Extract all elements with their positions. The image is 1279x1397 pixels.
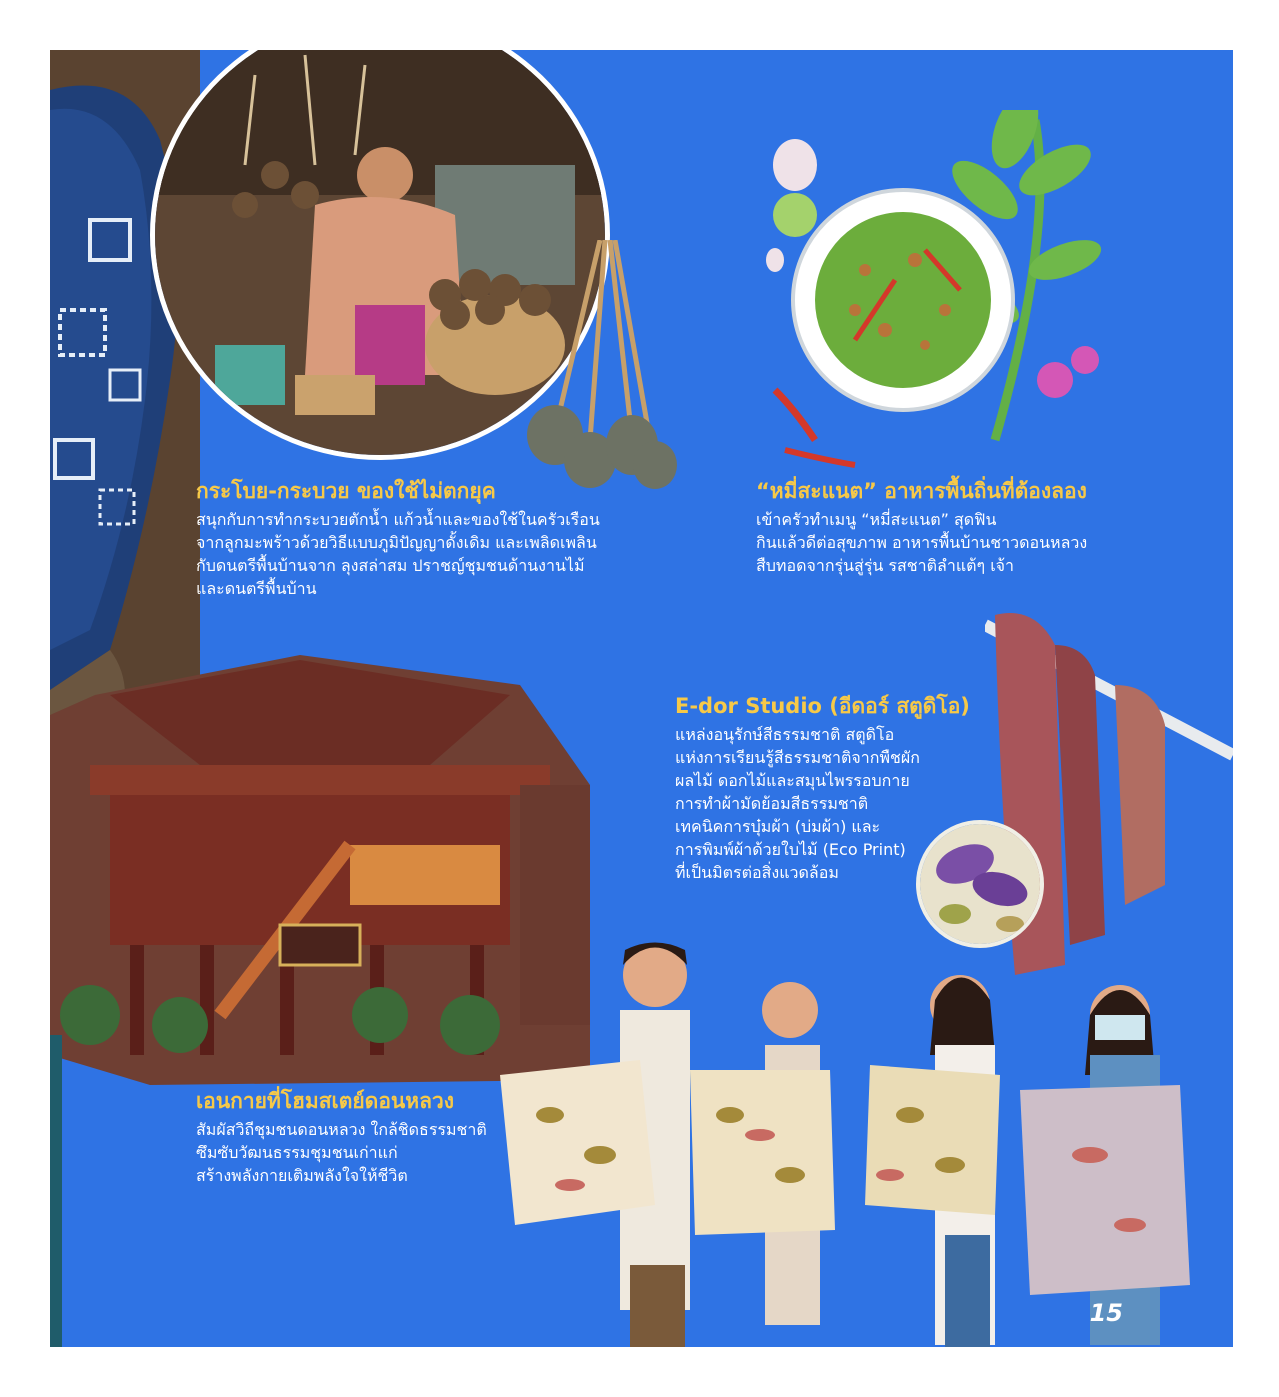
body-line: สืบทอดจากรุ่นสู่รุ่น รสชาติลำแต้ๆ เจ้า <box>756 556 1015 575</box>
body-line: แห่งการเรียนรู้สีธรรมชาติจากพืชผัก <box>675 748 920 767</box>
body-line: ซึมซับวัฒนธรรมชุมชนเก่าแก่ <box>196 1143 398 1162</box>
brochure-page <box>50 50 1233 1347</box>
body-line: การทำผ้ามัดย้อมสีธรรมชาติ <box>675 794 869 813</box>
studio-section-body <box>675 723 920 884</box>
body-line: สัมผัสวิถีชุมชนดอนหลวง ใกล้ชิดธรรมชาติ <box>196 1120 487 1139</box>
body-line: ผลไม้ ดอกไม้และสมุนไพรรอบกาย <box>675 771 910 790</box>
homestay-section-title: เอนกายที่โฮมสเตย์ดอนหลวง <box>196 1089 455 1113</box>
body-line: กินแล้วดีต่อสุขภาพ อาหารพื้นบ้านชาวดอนหลวง <box>756 533 1088 552</box>
left-edge-photo-strip <box>50 1035 62 1347</box>
body-line: แหล่งอนุรักษ์สีธรรมชาติ สตูดิโอ <box>675 725 895 744</box>
body-line: สร้างพลังกายเติมพลังใจให้ชีวิต <box>196 1166 408 1185</box>
food-section-title: “หมี่สะแนต” อาหารพื้นถิ่นที่ต้องลอง <box>756 479 1087 503</box>
people-with-eco-print-cloths-photo <box>490 935 1233 1347</box>
page-number: 15 <box>1089 1299 1123 1327</box>
coconut-ladles-photo <box>520 240 680 490</box>
body-line: เทคนิคการบุ๋มผ้า (บ่มผ้า) และ <box>675 817 881 836</box>
coconut-section-title: กระโบย-กระบวย ของใช้ไม่ตกยุค <box>196 479 496 503</box>
body-line: สนุกกับการทำกระบวยตักน้ำ แก้วน้ำและของใช้ในครัวเรือน <box>196 510 600 529</box>
homestay-section-body <box>196 1118 487 1187</box>
studio-section-title: E-dor Studio (อีดอร์ สตูดิโอ) <box>675 694 970 718</box>
body-line: จากลูกมะพร้าวด้วยวิธีแบบภูมิปัญญาดั้งเดิม และเพลิดเพลิน <box>196 533 597 552</box>
body-line: ที่เป็นมิตรต่อสิ่งแวดล้อม <box>675 863 839 882</box>
body-line: และดนตรีพื้นบ้าน <box>196 579 317 598</box>
body-line: เข้าครัวทำเมนู “หมี่สะแนต” สุดฟิน <box>756 510 997 529</box>
body-line: กับดนตรีพื้นบ้านจาก ลุงสล่าสม ปราชญ์ชุมชนด้านงานไม้ <box>196 556 585 575</box>
coconut-section-body <box>196 508 600 600</box>
body-line: การพิมพ์ผ้าด้วยใบไม้ (Eco Print) <box>675 840 906 859</box>
food-section-body <box>756 508 1087 577</box>
eco-print-leaves-photo <box>916 820 1044 948</box>
mi-sanaet-dish-illustration <box>755 110 1115 470</box>
